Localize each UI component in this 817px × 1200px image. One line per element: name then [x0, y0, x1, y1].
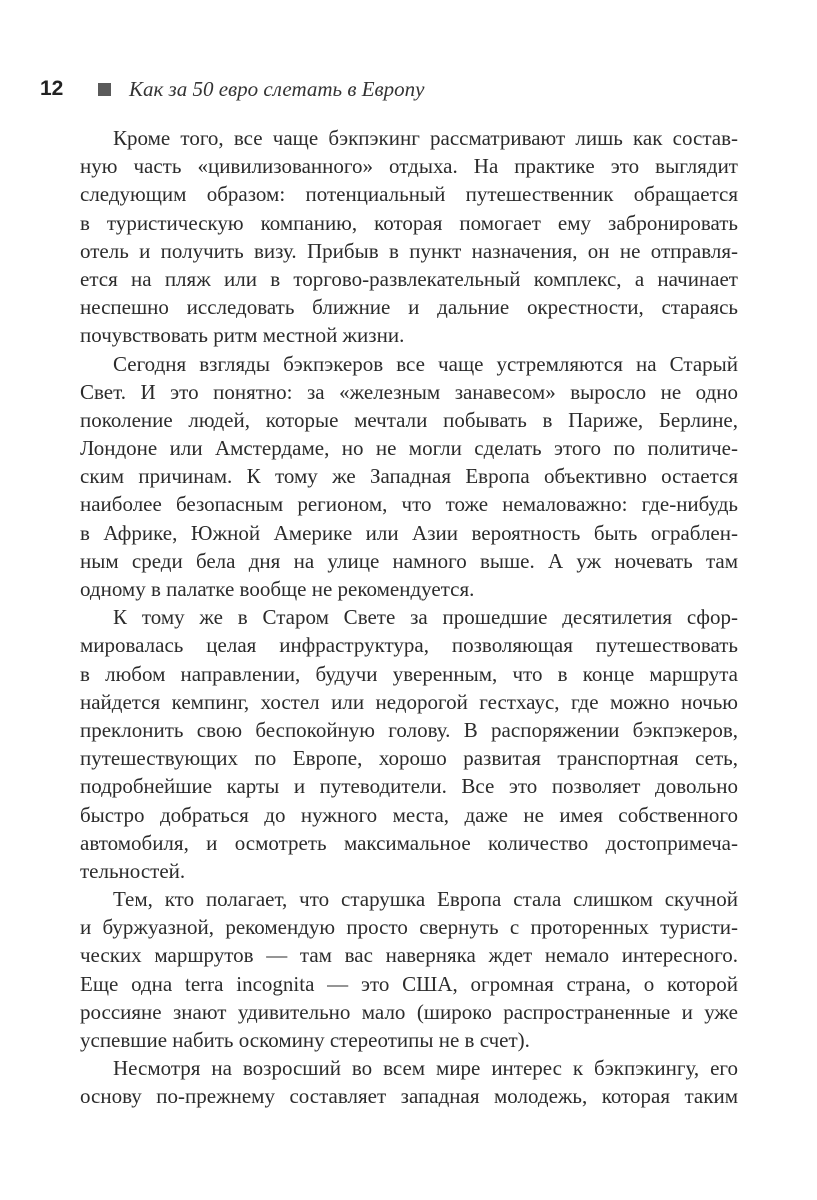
text-line: ческих маршрутов — там вас наверняка ждет немало интересного. — [80, 943, 738, 968]
text-line: Тем, кто полагает, что старушка Европа стала слишком скучной — [113, 887, 738, 912]
text-line: ную часть «цивилизованного» отдыха. На практике это выглядит — [80, 154, 738, 179]
square-bullet-icon — [98, 83, 111, 96]
text-line: быстро добраться до нужного места, даже не имея собственного — [80, 802, 738, 827]
running-title: Как за 50 евро слетать в Европу — [129, 76, 425, 101]
text-line: следующим образом: потенциальный путешественник обращается — [80, 182, 738, 207]
text-line: и буржуазной, рекомендую просто свернуть с проторенных туристи- — [80, 915, 738, 940]
text-line: путешествующих по Европе, хорошо развитая транспортная сеть, — [80, 746, 738, 771]
text-line: ным среди бела дня на улице намного выше. А уж ночевать там — [80, 548, 738, 573]
text-line: Кроме того, все чаще бэкпэкинг рассматривают лишь как состав- — [113, 126, 738, 150]
body-text — [80, 124, 738, 1111]
text-line: отель и получить визу. Прибыв в пункт назначения, он не отправля- — [80, 238, 738, 263]
text-line: почувствовать ритм местной жизни. — [80, 323, 405, 348]
text-line: основу по-прежнему составляет западная молодежь, которая таким — [80, 1084, 738, 1109]
text-line: наиболее безопасным регионом, что тоже немаловажно: где-нибудь — [80, 492, 738, 517]
text-line: в любом направлении, будучи уверенным, что в конце маршрута — [80, 661, 738, 686]
running-header — [40, 72, 424, 106]
text-line: тельностей. — [80, 858, 186, 883]
text-line: К тому же в Старом Свете за прошедшие десятилетия сфор- — [113, 605, 738, 630]
text-line: подробнейшие карты и путеводители. Все это позволяет довольно — [80, 774, 738, 799]
text-line: в Африке, Южной Америке или Азии вероятность быть ограблен- — [80, 520, 738, 545]
text-line: ется на пляж или в торгово-развлекательный комплекс, а начинает — [80, 266, 738, 291]
text-line: Сегодня взгляды бэкпэкеров все чаще устремляются на Старый — [113, 351, 738, 376]
text-line: успевшие набить оскомину стереотипы не в счет). — [80, 1028, 530, 1052]
text-line: преклонить свою беспокойную голову. В распоряжении бэкпэкеров, — [80, 717, 738, 742]
text-line: найдется кемпинг, хостел или недорогой гестхаус, где можно ночью — [80, 689, 738, 714]
text-line: россияне знают удивительно мало (широко распространенные и уже — [80, 999, 738, 1024]
text-line: Еще одна terra incognita — это США, огромная страна, о которой — [80, 971, 738, 996]
paragraph — [80, 350, 738, 604]
page-number: 12 — [40, 77, 64, 100]
text-line: Лондоне или Амстердаме, но не могли сделать этого по политиче- — [80, 436, 738, 461]
paragraph — [80, 1054, 738, 1110]
text-line: поколение людей, которые мечтали побывать в Париже, Берлине, — [80, 407, 738, 432]
text-line: мировалась целая инфраструктура, позволяющая путешествовать — [80, 633, 738, 658]
text-line: одному в палатке вообще не рекомендуется. — [80, 577, 475, 601]
text-line: Несмотря на возросший во всем мире интерес к бэкпэкингу, его — [113, 1056, 738, 1081]
paragraph — [80, 603, 738, 885]
text-line: неспешно исследовать ближние и дальние окрестности, стараясь — [80, 295, 738, 320]
paragraph — [80, 885, 738, 1054]
text-line: в туристическую компанию, которая помогает ему забронировать — [80, 210, 738, 235]
text-line: Свет. И это понятно: за «железным занавесом» выросло не одно — [80, 379, 738, 404]
paragraph — [80, 124, 738, 350]
text-line: автомобиля, и осмотреть максимальное количество достопримеча- — [80, 830, 738, 855]
text-line: ским причинам. К тому же Западная Европа объективно остается — [80, 464, 738, 489]
